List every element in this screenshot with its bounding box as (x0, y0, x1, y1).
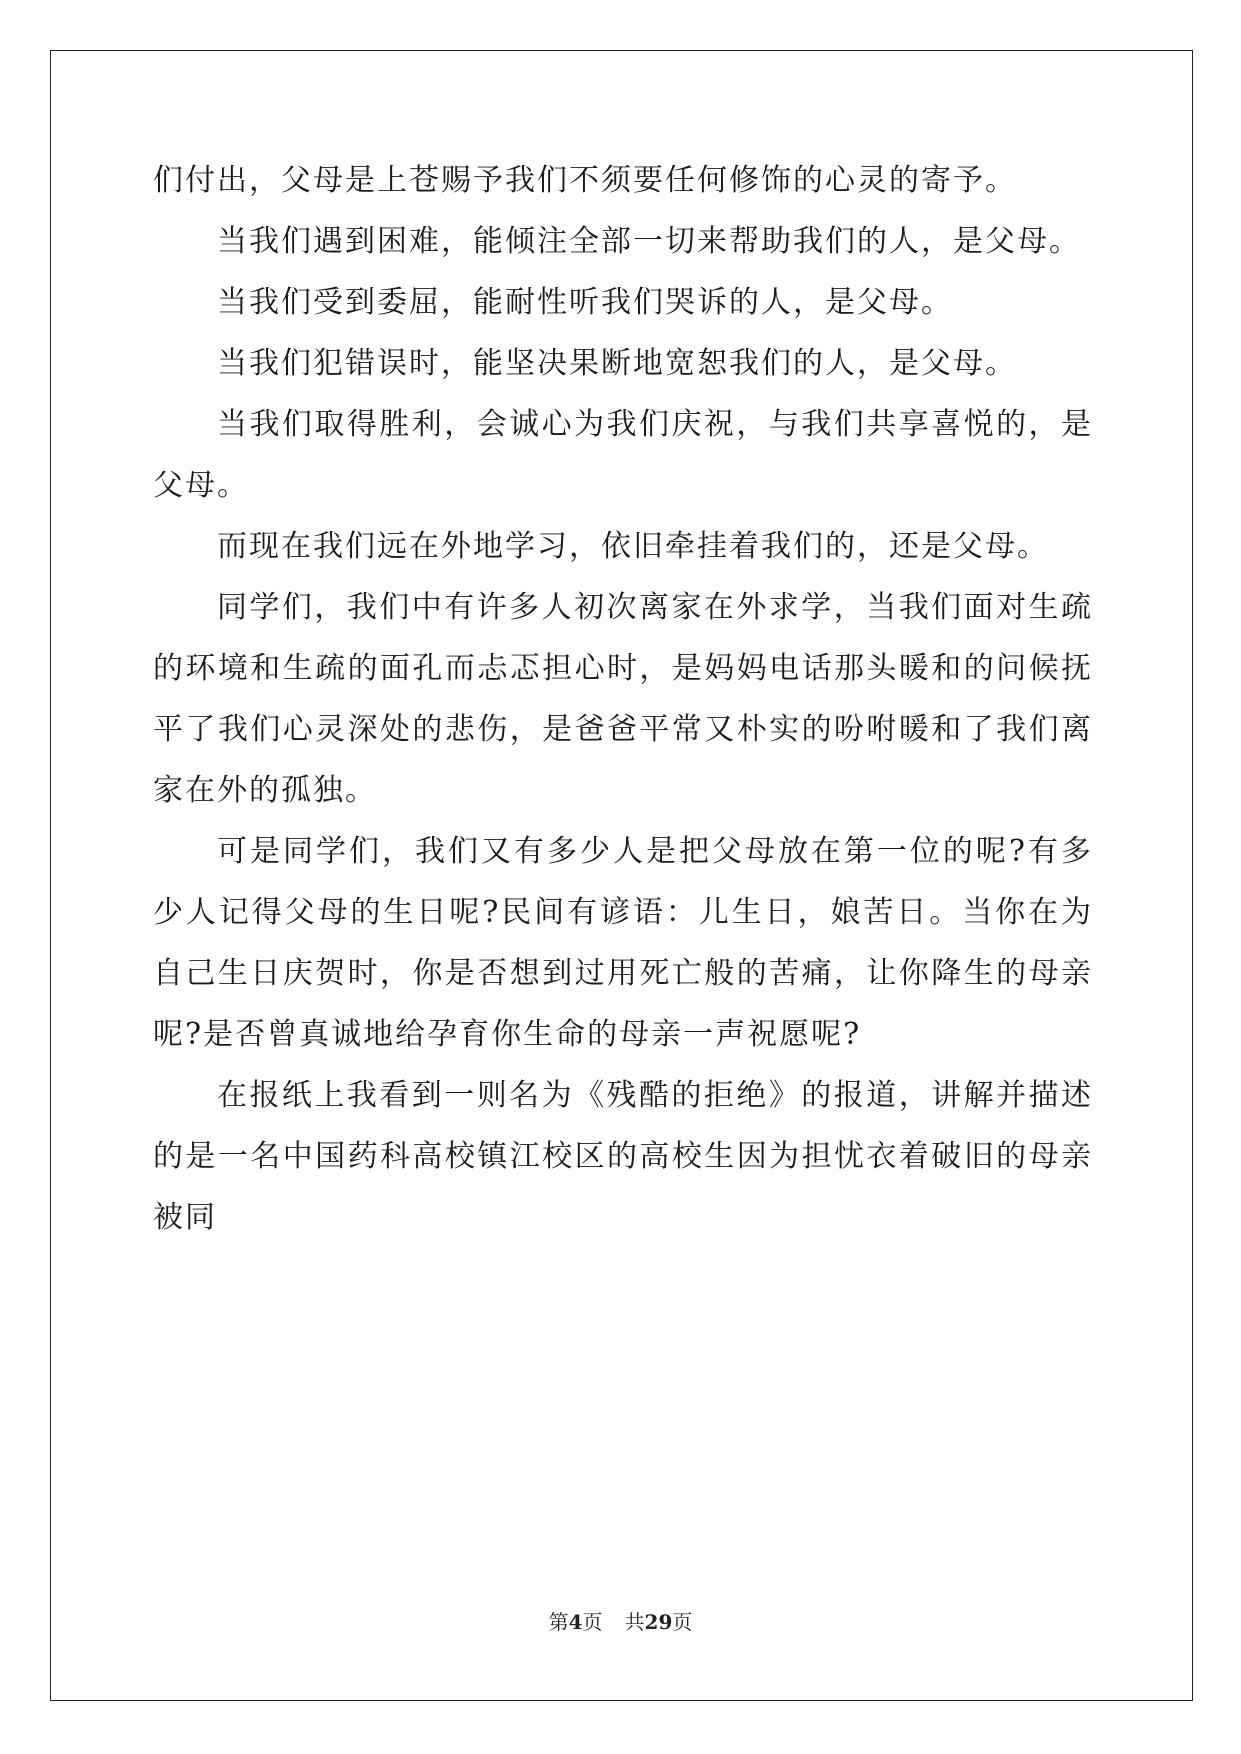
page-suffix: 页 (582, 1610, 603, 1634)
total-suffix: 页 (672, 1610, 693, 1634)
paragraph-7: 同学们，我们中有许多人初次离家在外求学，当我们面对生疏的环境和生疏的面孔而忐忑担心时，是妈妈电话那头暖和的问候抚平了我们心灵深处的悲伤，是爸爸平常又朴实的吩咐暖和了我们离家在外的孤独。 (153, 590, 1093, 808)
paragraph-4: 当我们犯错误时，能坚决果断地宽恕我们的人，是父母。 (217, 346, 1017, 381)
total-prefix: 共 (624, 1610, 645, 1634)
page-footer (0, 1606, 1241, 1635)
paragraph-3: 当我们受到委屈，能耐性听我们哭诉的人，是父母。 (217, 285, 953, 320)
paragraph-1: 们付出，父母是上苍赐予我们不须要任何修饰的心灵的寄予。 (153, 163, 1017, 198)
paragraph-5: 当我们取得胜利，会诚心为我们庆祝，与我们共享喜悦的，是父母。 (153, 407, 1093, 503)
total-pages: 29 (644, 1610, 673, 1634)
paragraph-6: 而现在我们远在外地学习，依旧牵挂着我们的，还是父母。 (217, 529, 1049, 564)
document-body (153, 150, 1093, 1248)
paragraph-2: 当我们遇到困难，能倾注全部一切来帮助我们的人，是父母。 (217, 224, 1081, 259)
paragraph-8: 可是同学们，我们又有多少人是把父母放在第一位的呢?有多少人记得父母的生日呢?民间有谚语：儿生日，娘苦日。当你在为自己生日庆贺时，你是否想到过用死亡般的苦痛，让你降生的母亲呢?是否曾真诚地给孕育你生命的母亲一声祝愿呢? (153, 834, 1093, 1052)
page-prefix: 第 (548, 1610, 569, 1634)
paragraph-9: 在报纸上我看到一则名为《残酷的拒绝》的报道，讲解并描述的是一名中国药科高校镇江校区的高校生因为担忧衣着破旧的母亲被同 (153, 1078, 1093, 1235)
page-number: 4 (568, 1610, 583, 1634)
